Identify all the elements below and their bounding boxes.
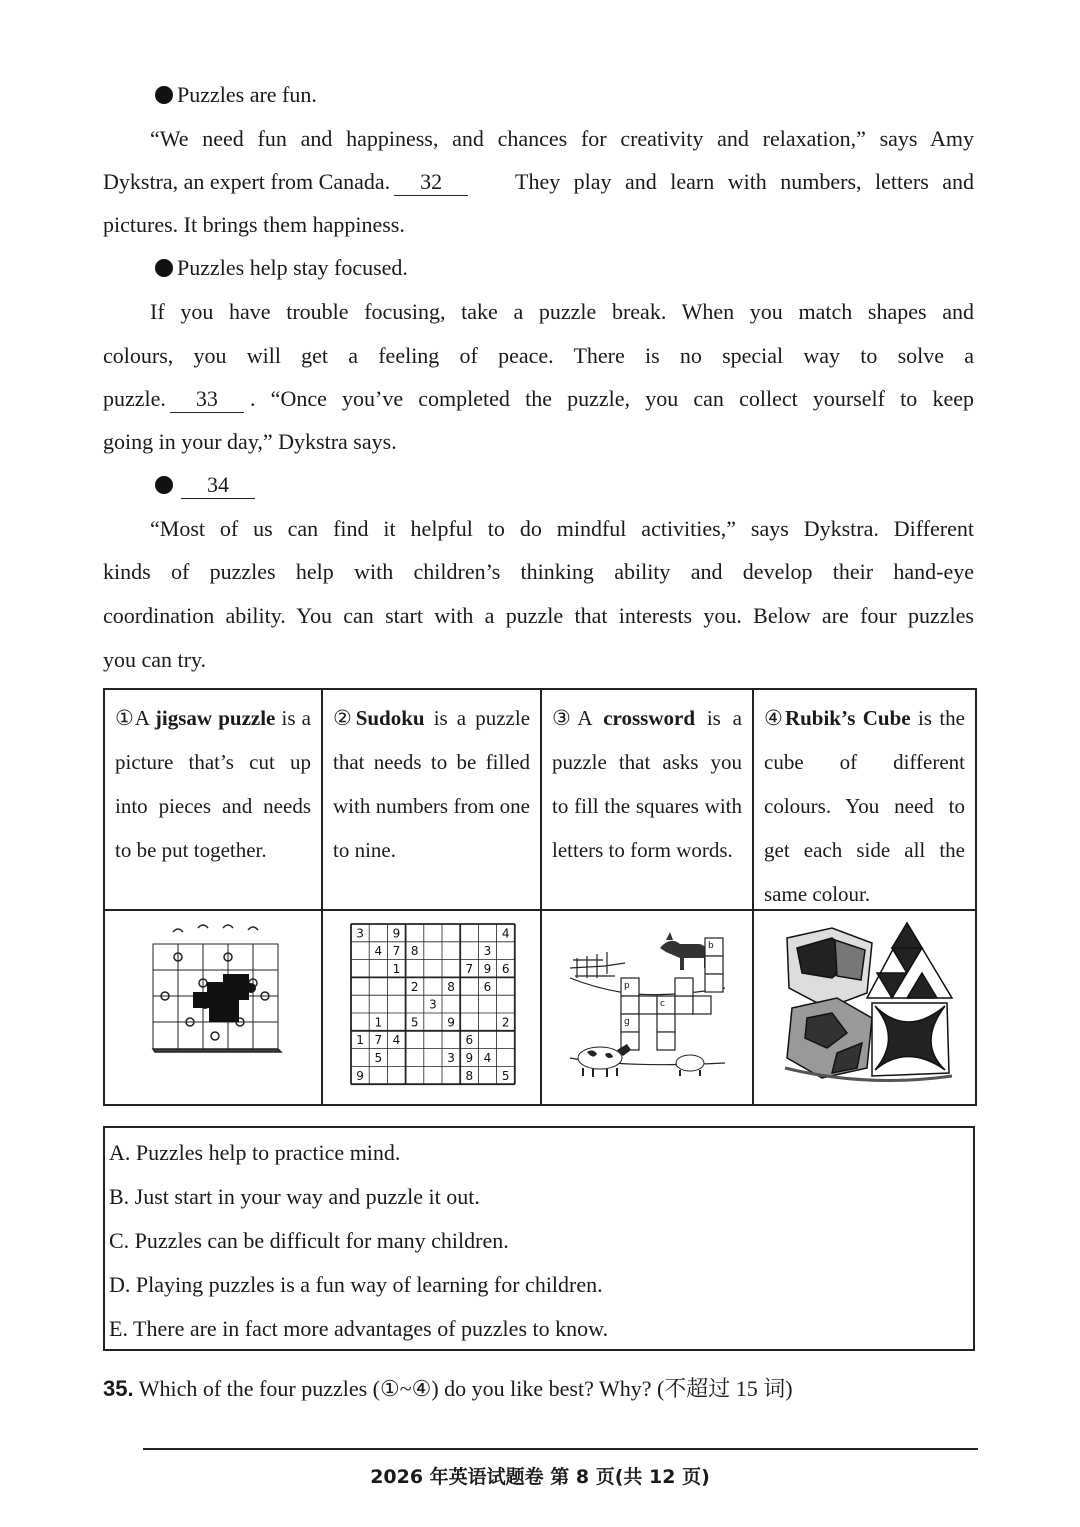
sudoku-cell-number: 4 — [501, 926, 510, 941]
crossword-letter: g — [624, 1017, 630, 1027]
sudoku-cell-number: 9 — [356, 1068, 364, 1083]
sudoku-cell-number: 6 — [483, 979, 492, 994]
question-35 — [103, 1374, 793, 1404]
sudoku-cell-number: 8 — [447, 979, 455, 994]
para1-line2: Dykstra, an expert from Canada. 32 — [103, 167, 472, 197]
sudoku-cell-number: 5 — [501, 1068, 510, 1083]
para3-line2: kinds of puzzles help with children’s thinking ability and develop their hand-eye — [103, 559, 974, 584]
para1-line2b: They play and learn with numbers, letters and — [515, 169, 974, 194]
crossword-puzzle-image — [565, 918, 735, 1083]
options-box — [103, 1126, 975, 1351]
sudoku-cell-number: 4 — [483, 1050, 492, 1065]
option-e: E. There are in fact more advantages of puzzles to know. — [109, 1316, 609, 1341]
sudoku-cell-number: 9 — [447, 1015, 455, 1030]
option-b: B. Just start in your way and puzzle it out. — [109, 1184, 480, 1209]
sudoku-cell-number: 6 — [465, 1033, 474, 1048]
sudoku-cell-number: 2 — [410, 979, 419, 994]
blank-33: 33 — [170, 386, 244, 413]
para2-line3a: puzzle. 33 — [103, 384, 248, 414]
puzzle-table — [103, 688, 977, 1106]
bullet-icon — [155, 259, 173, 277]
para2-line4: going in your day,” Dykstra says. — [103, 429, 397, 454]
puzzle-desc-sudoku: ②Sudoku is a puzzle that needs to be filled with numbers from one to nine. — [333, 706, 531, 862]
bullet-icon — [155, 476, 173, 494]
heading-puzzles-are-fun: Puzzles are fun. — [155, 80, 317, 110]
para3-line3: coordination ability. You can start with a puzzle that interests you. Below are four puzzles — [103, 603, 974, 628]
sudoku-cell-number: 5 — [374, 1050, 383, 1065]
page-footer: 2026 年英语试题卷 第 8 页(共 12 页) — [370, 1466, 710, 1488]
sudoku-cell-number: 9 — [465, 1050, 474, 1065]
footer-rule — [143, 1448, 978, 1450]
para3-line1: “Most of us can find it helpful to do mindful activities,” says Dykstra. Different — [150, 516, 974, 541]
para2-line1: If you have trouble focusing, take a puzzle break. When you match shapes and — [150, 299, 974, 324]
option-c: C. Puzzles can be difficult for many children. — [109, 1228, 509, 1253]
para2-line3b: . “Once you’ve completed the puzzle, you can collect yourself to keep — [250, 386, 974, 411]
para1-line1: “We need fun and happiness, and chances for creativity and relaxation,” says Amy — [150, 126, 974, 151]
sudoku-cell-number: 1 — [356, 1033, 364, 1048]
sudoku-cell-number: 1 — [374, 1015, 383, 1030]
sudoku-cell-number: 2 — [501, 1015, 510, 1030]
sudoku-cell-number: 6 — [501, 961, 510, 976]
sudoku-cell-number: 4 — [374, 944, 383, 959]
sudoku-cell-number: 4 — [392, 1033, 401, 1048]
jigsaw-puzzle-image — [143, 924, 283, 1064]
sudoku-cell-number: 5 — [410, 1015, 419, 1030]
bullet-icon — [155, 86, 173, 104]
sudoku-cell-number: 9 — [392, 926, 401, 941]
sudoku-cell-number: 3 — [483, 944, 492, 959]
sudoku-cell-number: 7 — [392, 944, 401, 959]
para2-line2: colours, you will get a feeling of peace. There is no special way to solve a — [103, 343, 974, 368]
blank-32: 32 — [394, 169, 468, 196]
sudoku-cell-number: 8 — [410, 944, 419, 959]
puzzle-desc-crossword: ③A crossword is a puzzle that asks you to fill the squares with letters to form words. — [552, 706, 742, 862]
puzzle-desc-rubiks: ④Rubik’s Cube is the cube of different colours. You need to get each side all the same colour. — [764, 706, 965, 906]
sudoku-cell-number: 3 — [447, 1050, 455, 1065]
sudoku-grid-image — [347, 922, 519, 1087]
option-d: D. Playing puzzles is a fun way of learning for children. — [109, 1272, 603, 1297]
option-a: A. Puzzles help to practice mind. — [109, 1140, 401, 1165]
question-text: Which of the four puzzles (①~④) do you like best? Why? (不超过 15 词) — [133, 1376, 793, 1401]
para3-line4: you can try. — [103, 647, 207, 672]
rubiks-cube-image — [777, 918, 957, 1083]
question-number: 35. — [103, 1376, 134, 1401]
puzzle-desc-jigsaw: ①A jigsaw puzzle is a picture that’s cut up into pieces and needs to be put together. — [115, 706, 312, 862]
sudoku-cell-number: 1 — [392, 961, 401, 976]
sudoku-cell-number: 8 — [465, 1068, 474, 1083]
sudoku-cell-number: 7 — [465, 961, 474, 976]
crossword-letter: c — [660, 999, 665, 1009]
sudoku-cell-number: 9 — [483, 961, 492, 976]
crossword-letter: p — [624, 981, 630, 991]
sudoku-cell-number: 3 — [356, 926, 364, 941]
heading-puzzles-help-focus: Puzzles help stay focused. — [155, 253, 408, 283]
blank-34: 34 — [181, 472, 255, 499]
sudoku-cell-number: 3 — [429, 997, 437, 1012]
crossword-letter: b — [708, 941, 714, 951]
heading-blank-34 — [155, 470, 259, 500]
para1-line3: pictures. It brings them happiness. — [103, 212, 405, 237]
sudoku-cell-number: 7 — [374, 1033, 383, 1048]
